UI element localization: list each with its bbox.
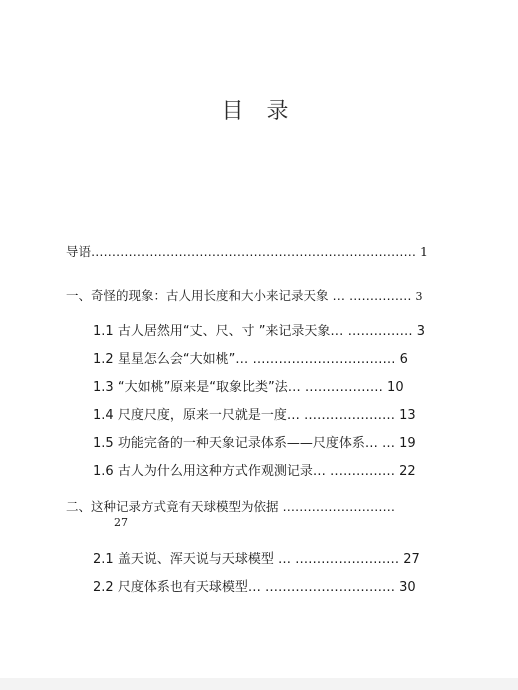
toc-entry-chapter-1[interactable] bbox=[66, 288, 422, 305]
toc-leader: …………………………………………………………………… bbox=[91, 244, 417, 259]
toc-leader: ……………… bbox=[304, 380, 383, 395]
toc-page-number: 3 bbox=[416, 324, 425, 339]
toc-entry-2-1[interactable] bbox=[93, 552, 420, 568]
toc-page-number: 19 bbox=[399, 436, 416, 451]
toc-leader: … bbox=[381, 436, 395, 451]
toc-entry-text: 导语 bbox=[66, 244, 92, 259]
toc-entry-text: 尺度尺度，原来一尺就是一度… bbox=[117, 408, 304, 423]
toc-entry-1-5[interactable] bbox=[93, 436, 416, 452]
toc-leader: …………………… bbox=[295, 552, 400, 567]
toc-entry-number: 1.6 bbox=[93, 464, 114, 479]
toc-page-number: 22 bbox=[399, 464, 416, 479]
toc-leader: ………………… bbox=[303, 408, 395, 423]
toc-entry-intro[interactable] bbox=[66, 244, 428, 260]
toc-leader: …………………………… bbox=[252, 352, 396, 367]
page-bottom-edge bbox=[0, 678, 518, 690]
toc-entry-text: 古人为什么用这种方式作观测记录… bbox=[117, 464, 330, 479]
toc-entry-text: 一、奇怪的现象：古人用长度和大小来记录天象 … bbox=[66, 288, 349, 303]
toc-page-number: 10 bbox=[387, 380, 404, 395]
toc-leader: ………………………… bbox=[264, 580, 395, 595]
toc-entry-2-2[interactable] bbox=[93, 580, 416, 596]
toc-page-number: 30 bbox=[399, 580, 416, 595]
toc-entry-1-1[interactable] bbox=[93, 324, 425, 340]
toc-entry-number: 2.2 bbox=[93, 580, 114, 595]
toc-entry-number: 1.2 bbox=[93, 352, 114, 367]
toc-entry-text: 星星怎么会“大如桃”… bbox=[117, 352, 253, 367]
page-title: 目 录 bbox=[221, 99, 297, 124]
toc-page-number: 13 bbox=[399, 408, 416, 423]
toc-leader: …………… bbox=[329, 464, 395, 479]
toc-page-number: 1 bbox=[420, 244, 428, 259]
toc-entry-1-3[interactable] bbox=[93, 380, 404, 396]
toc-entry-number: 1.3 bbox=[93, 380, 114, 395]
toc-entry-number: 1.5 bbox=[93, 436, 114, 451]
toc-entry-number: 2.1 bbox=[93, 552, 114, 567]
toc-leader: …………… bbox=[348, 288, 412, 303]
toc-entry-number: 1.4 bbox=[93, 408, 114, 423]
toc-page-number: 27 bbox=[114, 516, 128, 529]
toc-entry-text: “大如桃”原来是“取象比类”法… bbox=[117, 380, 305, 395]
toc-page-number: 3 bbox=[415, 290, 423, 303]
toc-leader: ……………………… bbox=[282, 499, 395, 514]
toc-entry-text: 尺度体系也有天球模型… bbox=[117, 580, 265, 595]
toc-leader: …………… bbox=[347, 324, 413, 339]
toc-entry-text: 盖天说、浑天说与天球模型 … bbox=[117, 552, 296, 567]
toc-entry-1-6[interactable] bbox=[93, 464, 416, 480]
toc-page-number: 27 bbox=[403, 552, 420, 567]
toc-entry-text: 古人居然用“丈、尺、寸 ”来记录天象… bbox=[117, 324, 348, 339]
toc-entry-1-2[interactable] bbox=[93, 352, 408, 368]
toc-entry-number: 1.1 bbox=[93, 324, 114, 339]
toc-entry-text: 功能完备的一种天象记录体系——尺度体系… bbox=[117, 436, 382, 451]
toc-entry-chapter-2[interactable] bbox=[66, 499, 395, 515]
toc-entry-1-4[interactable] bbox=[93, 408, 416, 424]
toc-page-number: 6 bbox=[399, 352, 408, 367]
toc-entry-text: 二、这种记录方式竟有天球模型为依据 bbox=[66, 499, 283, 514]
